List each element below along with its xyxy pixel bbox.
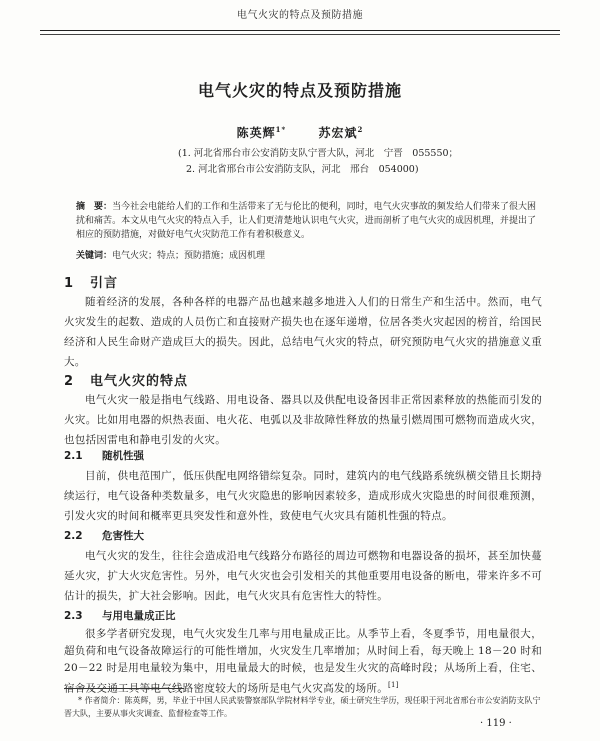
subsection-body: 目前，供电范围广，低压供配电网络错综复杂。同时，建筑内的电气线路系统纵横交错且长期持续运行，电气设备种类数量多，电气火灾隐患的影响因素较多，造成形成火灾隐患的时间很难预测，引发火灾的时间和概率更具突发性和意外性，致使电气火灾具有随机性强的特点。 bbox=[64, 470, 542, 522]
section-title: 电气火灾的特点 bbox=[90, 374, 189, 389]
subsection-title: 随机性强 bbox=[102, 450, 144, 462]
keywords-label: 关键词： bbox=[76, 251, 113, 261]
header-rule-thin bbox=[40, 34, 560, 35]
affiliation-line: 2. 河北省邢台市公安消防支队，河北 邢台 054000) bbox=[186, 164, 419, 175]
keywords bbox=[76, 248, 536, 261]
subsection-title: 危害性大 bbox=[102, 530, 144, 542]
subsection-heading bbox=[64, 448, 144, 463]
page-number: · 119 · bbox=[480, 718, 512, 729]
subsection-heading bbox=[64, 608, 176, 623]
author-name: 陈英辉 bbox=[236, 126, 276, 140]
author-name: 苏宏斌 bbox=[318, 126, 358, 140]
subsection-body bbox=[64, 626, 542, 698]
citation-ref: [1] bbox=[388, 681, 399, 689]
abstract-text: 当今社会电能给人们的工作和生活带来了无与伦比的便利，同时，电气火灾事故的频发给人们带来了很大困扰和痛苦。本文从电气火灾的特点入手，让人们更清楚地认识电气火灾，进而剖析了电气火灾的成因机理，并提出了相应的预防措施，对做好电气火灾防范工作有着积极意义。 bbox=[76, 202, 536, 240]
running-head: 电气火灾的特点及预防措施 bbox=[237, 10, 363, 21]
section-body: 随着经济的发展，各种各样的电器产品也越来越多地进入人们的日常生产和生活中。然而，电气火灾发生的起数、造成的人员伤亡和直接财产损失也在逐年递增，位居各类火灾起因的榜首，给国民经济和人民生命财产造成巨大的损失。因此，总结电气火灾的特点，研究预防电气火灾的措施意义重大。 bbox=[64, 296, 542, 368]
subsection-title: 与用电量成正比 bbox=[102, 610, 176, 622]
subsection-text: 很多学者研究发现，电气火灾发生几率与用电量成正比。从季节上看，冬夏季节，用电量很大，超负荷和电气设备故障运行的可能性增加，火灾发生几率增加；从时间上看，每天晚上 18－20 时和 20－22 时是用电量较为集中，用电量最大的时候，也是发生火灾的高峰时段；从场所上看，住宅、宿舍及交通工具等电气线路密度较大的场所是电气火灾高发的场所。 bbox=[64, 628, 542, 695]
footnote-rule bbox=[64, 688, 184, 689]
affiliation-line: (1. 河北省邢台市公安消防支队宁晋大队，河北 宁晋 055550； bbox=[178, 148, 459, 159]
abstract bbox=[76, 200, 536, 242]
subsection-heading bbox=[64, 528, 144, 543]
footnote: * 作者简介：陈英辉，男，毕业于中国人民武装警察部队学院材料学专业，硕士研究生学历，现任职于河北省邢台市公安消防支队宁晋大队，主要从事火灾调查、监督检查等工作。 bbox=[64, 696, 541, 718]
section-heading bbox=[64, 272, 118, 291]
header-rule-thick bbox=[40, 30, 560, 31]
subsection-number: 2.3 bbox=[64, 610, 83, 622]
subsection-number: 2.1 bbox=[64, 450, 83, 462]
subsection-number: 2.2 bbox=[64, 530, 83, 542]
section-number: 1 bbox=[64, 276, 75, 291]
paper-title: 电气火灾的特点及预防措施 bbox=[197, 81, 402, 100]
section-title: 引言 bbox=[90, 276, 119, 291]
section-heading bbox=[64, 370, 188, 389]
author-line bbox=[0, 124, 600, 141]
section-body: 电气火灾一般是指电气线路、用电设备、器具以及供配电设备因非正常因素释放的热能而引发的火灾。比如用电器的炽热表面、电火花、电弧以及非故障性释放的热量引燃周围可燃物而造成火灾，也包括因雷电和静电引发的火灾。 bbox=[64, 394, 542, 446]
author-mark: 2 bbox=[357, 125, 364, 134]
author-mark: 1* bbox=[275, 125, 287, 134]
subsection-body: 电气火灾的发生，往往会造成沿电气线路分布路径的周边可燃物和电器设备的损坏，甚至加快蔓延火灾，扩大火灾危害性。另外，电气火灾也会引发相关的其他重要用电设备的断电，带来许多不可估计的损失，扩大社会影响。因此，电气火灾具有危害性大的特性。 bbox=[64, 550, 542, 602]
section-number: 2 bbox=[64, 374, 75, 389]
abstract-label: 摘 要： bbox=[76, 202, 113, 212]
keywords-text: 电气火灾；特点；预防措施；成因机理 bbox=[112, 251, 266, 261]
